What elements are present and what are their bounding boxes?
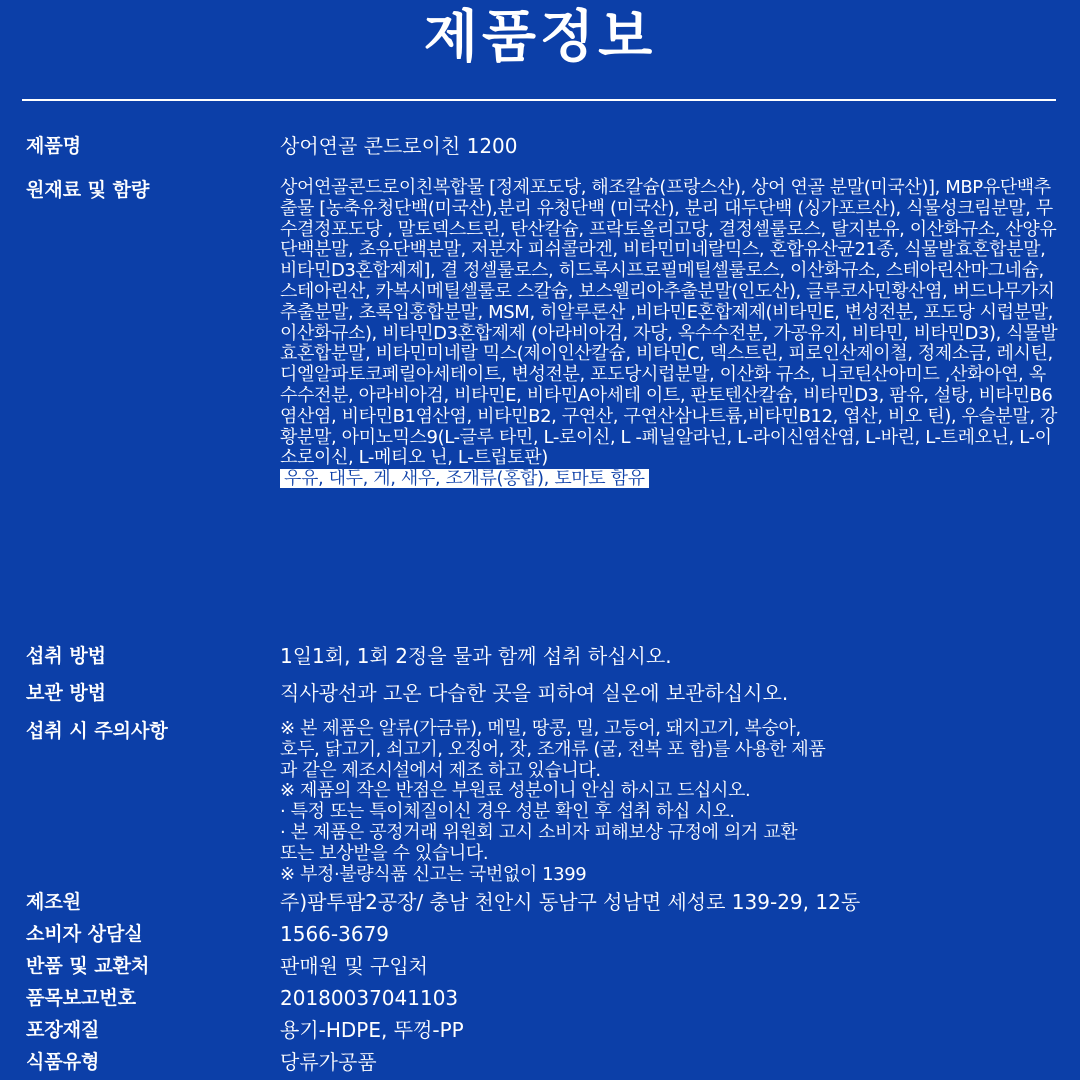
page-title: 제품정보 <box>423 5 657 70</box>
consumer-center-value: 1566-3679 <box>280 922 390 946</box>
precaution-line: 또는 보상받을 수 있습니다. <box>280 842 489 864</box>
food-type-value: 당류가공품 <box>280 1050 377 1074</box>
returns-label: 반품 및 교환처 <box>26 955 150 977</box>
manufacturer-value: 주)팜투팜2공장/ 충남 천안시 동남구 성남면 세성로 139-29, 12동 <box>280 890 861 914</box>
report-number-value: 20180037041103 <box>280 986 459 1010</box>
food-type-label: 식품유형 <box>26 1051 100 1073</box>
allergen-badge: 우유, 대두, 게, 새우, 조개류(홍합), 토마토 함유 <box>280 469 649 488</box>
precaution-line: ※ 부정·불량식품 신고는 국번없이 1399 <box>280 863 587 885</box>
precaution-line: 과 같은 제조시설에서 제조 하고 있습니다. <box>280 759 601 781</box>
packaging-value: 용기-HDPE, 뚜껑-PP <box>280 1018 464 1042</box>
manufacturer-label: 제조원 <box>26 891 82 913</box>
packaging-label: 포장재질 <box>26 1019 100 1041</box>
consumer-center-label: 소비자 상담실 <box>26 923 143 945</box>
report-number-label: 품목보고번호 <box>26 987 137 1009</box>
precaution-line: · 특정 또는 특이체질이신 경우 성분 확인 후 섭취 하십 시오. <box>280 801 735 823</box>
returns-value: 판매원 및 구입처 <box>280 954 428 978</box>
precautions-list <box>280 719 1062 885</box>
precaution-line: 호두, 닭고기, 쇠고기, 오징어, 잣, 조개류 (굴, 전복 포 함)를 사용한 제품 <box>280 738 826 760</box>
storage-method-label: 보관 방법 <box>26 682 107 704</box>
intake-method-label: 섭취 방법 <box>26 645 107 667</box>
ingredients-value <box>280 178 1062 490</box>
intake-method-value: 1일1회, 1회 2정을 물과 함께 섭취 하십시오. <box>280 644 672 668</box>
title-divider <box>22 99 1056 101</box>
precaution-line: · 본 제품은 공정거래 위원회 고시 소비자 피해보상 규정에 의거 교환 <box>280 821 798 843</box>
precautions-label: 섭취 시 주의사항 <box>26 720 168 742</box>
ingredients-label: 원재료 및 함량 <box>26 179 150 201</box>
precaution-line: ※ 제품의 작은 반점은 부원료 성분이니 안심 하시고 드십시오. <box>280 780 751 802</box>
storage-method-value: 직사광선과 고온 다습한 곳을 피하여 실온에 보관하십시오. <box>280 681 789 705</box>
product-name-label: 제품명 <box>26 135 82 157</box>
product-name-value: 상어연골 콘드로이친 1200 <box>280 134 518 158</box>
ingredients-text: 상어연골콘드로이친복합물 [정제포도당, 해조칼슘(프랑스산), 상어 연골 분말(미국산)], MBP유단백추출물 [농축유청단백(미국산),분리 유청단백 (미국산), 분리 대두단백 (싱가포르산), 식물성크림분말, 무수결정포도당 , 말토덱스트린, 탄산칼슘, 프락토올리고당, 결정셀룰로스, 탈지분유, 이산화규소, 산양유단백분말, 초유단백분말, 저분자 피쉬콜라겐, 비타민미네랄믹스, 혼합유산균21종, 식물발효혼합분말, 비타민D3혼합제제], 결 정셀룰로스, 히드록시프로필메틸셀룰로스, 이산화규소, 스테아린산마그네슘, 스테아린산, 카복시메틸셀룰로 스칼슘, 보스웰리아추출분말(인도산), 글루코사민황산염, 버드나무가지 추출분말, 초록입홍합분말, MSM, 히알루론산 ,비타민E혼합제제(비타민E, 변성전분, 포도당 시럽분말, 이산화규소), 비타민D3혼합제제 (아라비아검, 자당, 옥수수전분, 가공유지, 비타민, 비타민D3), 식물발효혼합분말, 비타민미네랄 믹스(제이인산칼슘, 비타민C, 덱스트린, 피로인산제이철, 정제소금, 레시틴, 디엘알파토코페릴아세테이트, 변성전분, 포도당시럽분말, 이산화 규소, 니코틴산아미드 ,산화아연, 옥수수전분, 아라비아검, 비타민E, 비타민A아세테 이트, 판토텐산칼슘, 비타민D3, 팜유, 설탕, 비타민B6염산염, 비타민B1염산염, 비타민B2, 구연산, 구연산삼나트륨,비타민B12, 엽산, 비오 틴), 우슬분말, 강황분말, 아미노믹스9(L-글루 타민, L-로이신, L -페닐알라닌, L-라이신염산염, L-바린, L-트레오닌, L-이소로이신, L-메티오 닌, L-트립토판) <box>280 177 1058 469</box>
precaution-line: ※ 본 제품은 알류(가금류), 메밀, 땅콩, 밀, 고등어, 돼지고기, 복숭아, <box>280 718 801 739</box>
